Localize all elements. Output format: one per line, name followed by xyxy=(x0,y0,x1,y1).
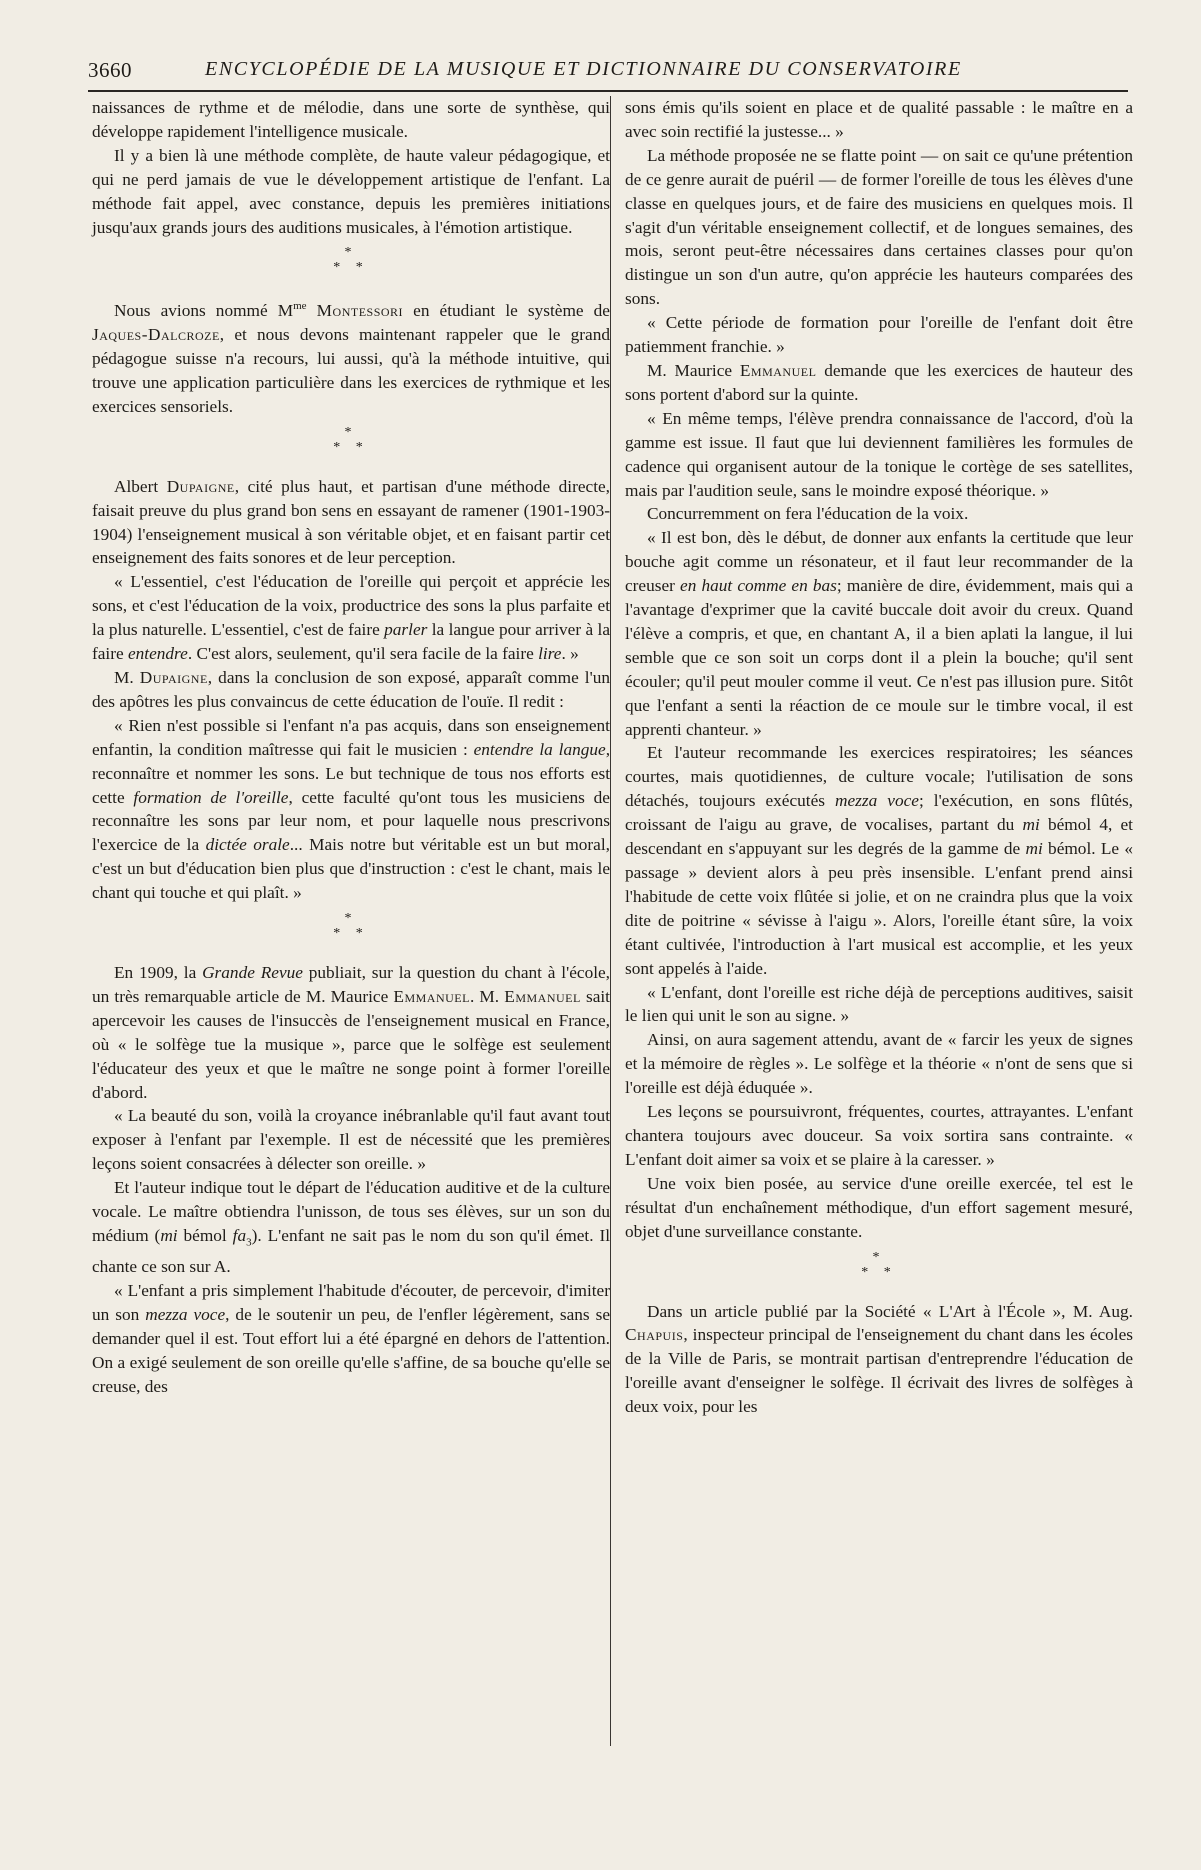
paragraph: Ainsi, on aura sagement attendu, avant de « farcir les yeux de signes et la mémoire de règles ». Le solfège et la théorie « n'ont de sens que si l'oreille est déjà éduquée ». xyxy=(625,1030,1133,1098)
section-separator: * * * xyxy=(333,911,369,942)
paragraph: Et l'auteur indique tout le départ de l'éducation auditive et de la culture vocale. Le maître obtiendra l'unisson, de tous ses élèves, sur un son du médium (mi bémol $fa_3$). L'enfant ne sait pas le nom du son qu'il émet. Il chante ce son sur A. xyxy=(92,1178,610,1277)
paragraph: Dans un article publié par la Société « L'Art à l'École », M. Aug. Chapuis, inspecteur principal de l'enseignement du chant dans les écoles de la Ville de Paris, se montrait partisan d'entreprendre l'éducation de l'oreille avant d'enseigner le solfège. Il écrivait des livres de solfèges à deux voix, pour les xyxy=(625,1301,1133,1417)
quotation: « L'enfant, dont l'oreille est riche déjà de perceptions auditives, saisit le lien qui unit le son au signe. » xyxy=(625,982,1133,1026)
quotation: « L'enfant a pris simplement l'habitude d'écouter, de percevoir, d'imiter un son mezza voce, de le soutenir un peu, de l'enfler légèrement, sans se demander quel il est. Tout effort lui a été épargné en dehors de l'attention. On a exigé seulement de son oreille qu'elle s'affine, de sa bouche qu'elle se creuse, des xyxy=(92,1281,610,1396)
paragraph: La méthode proposée ne se flatte point — on sait ce qu'une prétention de ce genre aurait de puéril — de former l'oreille de tous les élèves d'une classe en quelques jours, et de faire des musiciens en quelques mois. Il s'agit d'un véritable enseignement collectif, et de longues semaines, des mois, seront peut-être nécessaires dans certaines classes pour qu'on distingue un son d'un autre, qu'on apprécie les hauteurs comparées des sons. xyxy=(625,145,1133,309)
paragraph: Les leçons se poursuivront, fréquentes, courtes, attrayantes. L'enfant chantera toujours avec douceur. Sa voix sortira sans contrainte. « L'enfant doit aimer sa voix et se plaire à la caresser. » xyxy=(625,1102,1133,1169)
paragraph: naissances de rythme et de mélodie, dans une sorte de synthèse, qui développe rapidement l'intelligence musicale. xyxy=(92,98,610,141)
paragraph: Concurremment on fera l'éducation de la voix. xyxy=(647,504,969,524)
quotation: « La beauté du son, voilà la croyance inébranlable qu'il faut avant tout exposer à l'enfant par l'exemple. Il est de nécessité que les premières leçons soient consacrées à délecter son oreille. » xyxy=(92,1106,610,1174)
paragraph: Et l'auteur recommande les exercices respiratoires; les séances courtes, mais quotidiennes, de culture vocale; l'utilisation de sons détachés, toujours exécutés mezza voce; l'exécution, en sons flûtés, croissant de l'aigu au grave, de vocalises, partant du mi bémol 4, et descendant en s'appuyant sur les degrés de la gamme de mi bémol. Le « passage » devient alors à peu près insensible. L'enfant prend ainsi l'habitude de cette voix flûtée si jolie, et on ne craindra plus que la voix dite de poitrine « sévisse à l'aigu ». Alors, l'oreille étant sûre, la voix étant cultivée, l'introduction à l'art musical est accomplie, et les yeux sont appelés à l'aide. xyxy=(625,743,1133,978)
paragraph: M. Dupaigne, dans la conclusion de son exposé, apparaît comme l'un des apôtres les plus convaincus de cette éducation de l'ouïe. Il redit : xyxy=(92,667,610,711)
paragraph: sons émis qu'ils soient en place et de qualité passable : le maître en a avec soin rectifié la justesse... » xyxy=(625,98,1133,141)
running-title: ENCYCLOPÉDIE DE LA MUSIQUE ET DICTIONNAIRE DU CONSERVATOIRE xyxy=(205,58,962,80)
right-column xyxy=(625,96,1133,1419)
paragraph: M. Maurice Emmanuel demande que les exercices de hauteur des sons portent d'abord sur la quinte. xyxy=(625,360,1133,404)
column-divider xyxy=(610,96,611,1746)
quotation: « Il est bon, dès le début, de donner aux enfants la certitude que leur bouche agit comme un résonateur, et il faut leur recommander de la creuser en haut comme en bas; manière de dire, évidemment, mais qui a l'avantage d'exprimer que la cavité buccale doit avoir du creux. Quand l'élève a compris, et que, en chantant A, il a bien aplati la langue, il lui semble que ce son soit un corps dont il a plein la bouche; qu'il sent écouler; qu'il peut mouler comme il veut. Ce n'est pas illusion pure. Sitôt que l'enfant a senti la réaction de ce moule sur le timbre vocal, il est apprenti chanteur. » xyxy=(625,528,1133,739)
header-rule xyxy=(88,90,1128,92)
paragraph: Il y a bien là une méthode complète, de haute valeur pédagogique, et qui ne perd jamais de vue le développement artistique de l'enfant. La méthode fait appel, avec constance, depuis les premières initiations jusqu'aux grands jours des auditions musicales, à l'émotion artistique. xyxy=(92,145,610,237)
quotation: « En même temps, l'élève prendra connaissance de l'accord, d'où la gamme est issue. Il faut que lui deviennent familières les formules de cadence qui organisent autour de la tonique le cortège de ses satellites, mais par l'audition seule, sans le moindre exposé théorique. » xyxy=(625,408,1133,500)
quotation: « Cette période de formation pour l'oreille de l'enfant doit être patiemment franchie. » xyxy=(625,313,1133,357)
section-separator: * * * xyxy=(333,424,369,455)
quotation: « Rien n'est possible si l'enfant n'a pas acquis, dans son enseignement enfantin, la condition maîtresse qui fait le musicien : entendre la langue, reconnaître et nommer les sons. Le but technique de tous nos efforts est cette formation de l'oreille, cette faculté qu'ont tous les musiciens de reconnaître les sons par leur nom, et pour laquelle nous prescrivons l'exercice de la dictée orale... Mais notre but véritable est un but moral, c'est un but d'éducation bien plus que d'instruction : c'est le chant, mais le chant qui touche et qui plaît. » xyxy=(92,715,611,903)
quotation: « L'essentiel, c'est l'éducation de l'oreille qui perçoit et apprécie les sons, et c'est l'éducation de la voix, productrice des sons la plus parfaite et la plus naturelle. L'essentiel, c'est de faire parler la langue pour arriver à la faire entendre. C'est alors, seulement, qu'il sera facile de la faire lire. » xyxy=(92,572,611,664)
page-number: 3660 xyxy=(88,58,132,82)
paragraph: Nous avions nommé $M^{me}$ Montessori en étudiant le système de Jaques-Dalcroze, et nous devons maintenant rappeler que le grand pédagogue suisse n'a recours, lui aussi, qu'à la méthode intuitive, qui trouve une application particulière dans les exercices de rythmique et les exercices sensoriels. xyxy=(92,300,610,416)
paragraph: En 1909, la Grande Revue publiait, sur la question du chant à l'école, un très remarquable article de M. Maurice Emmanuel. M. Emmanuel sait apercevoir les causes de l'insuccès de l'enseignement musical en France, où « le solfège tue la musique », parce que le solfège est seulement l'éducateur des yeux et que le maître ne songe point à former l'oreille d'abord. xyxy=(92,963,610,1102)
paragraph: Une voix bien posée, au service d'une oreille exercée, tel est le résultat d'un enchaînement méthodique, d'un effort sagement mesuré, objet d'une surveillance constante. xyxy=(625,1173,1133,1241)
section-separator: * * * xyxy=(333,245,369,276)
paragraph: Albert Dupaigne, cité plus haut, et partisan d'une méthode directe, faisait preuve du plus grand bon sens en essayant de ramener (1901-1903-1904) l'enseignement musical à son véritable objet, et en faisant partir cet enseignement des faits sonores et de leur perception. xyxy=(92,476,610,568)
left-column xyxy=(92,96,610,1399)
section-separator: * * * xyxy=(861,1249,897,1280)
